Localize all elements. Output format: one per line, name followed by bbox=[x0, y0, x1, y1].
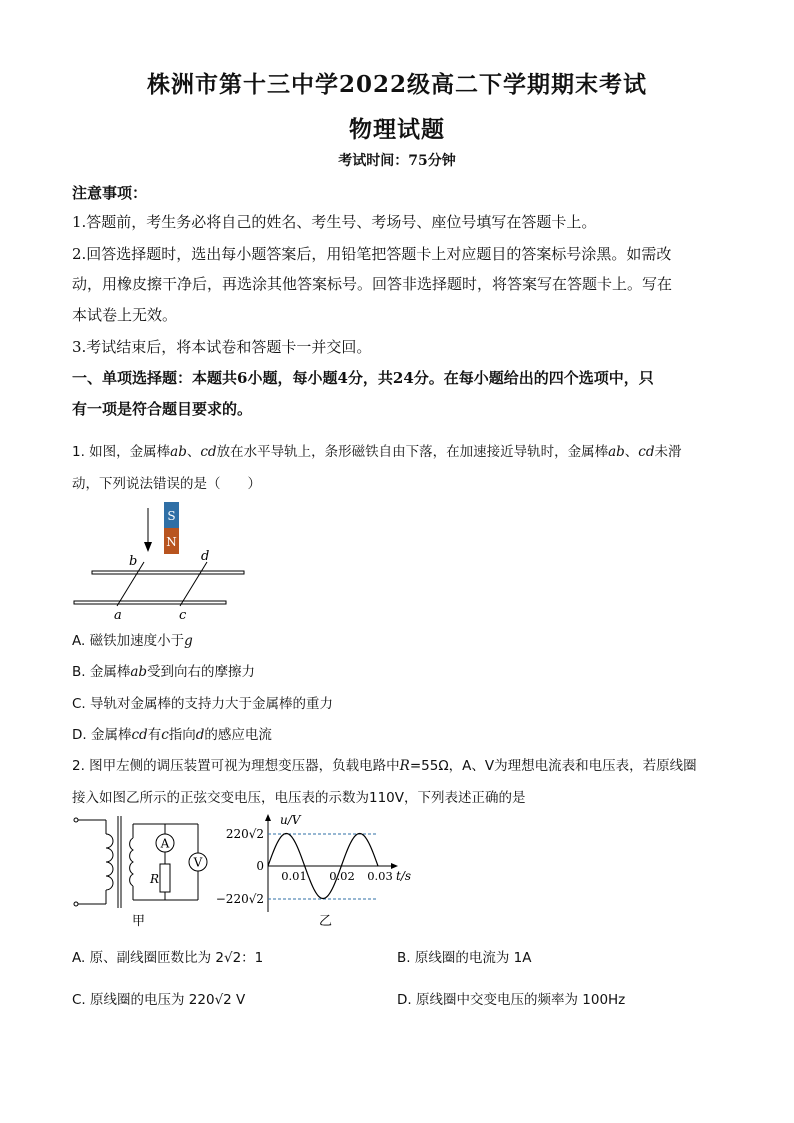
exam-time: 考试时间：75分钟 bbox=[338, 153, 456, 169]
note-1: 1.答题前，考生务必将自己的姓名、考生号、考场号、座位号填写在答题卡上。 bbox=[72, 213, 597, 231]
label-b: b bbox=[129, 554, 138, 569]
ammeter-label: A bbox=[160, 836, 170, 851]
label-d: d bbox=[201, 549, 210, 564]
var-g: g bbox=[184, 633, 193, 649]
terminal-top bbox=[74, 818, 78, 822]
q2-option-a[interactable]: A. 原、副线圈匝数比为 2√2：1 bbox=[72, 950, 264, 966]
y-axis-label: u/V bbox=[280, 813, 301, 827]
q2-stem-line-2: 接入如图乙所示的正弦交变电压，电压表的示数为110V，下列表述正确的是 bbox=[72, 790, 526, 806]
magnet-s-label: S bbox=[167, 509, 176, 523]
graph-caption: 乙 bbox=[319, 914, 333, 929]
resistor-label: R bbox=[150, 872, 160, 886]
x-axis-label: t/s bbox=[396, 869, 412, 883]
resistor-R bbox=[160, 864, 170, 892]
q2-stem-line-1: 2. 图甲左侧的调压装置可视为理想变压器，负载电路中R=55Ω，A、V为理想电流表和电压表，若原线圈 bbox=[72, 758, 697, 774]
label-c: c bbox=[179, 608, 187, 623]
var-c-opt: c bbox=[161, 727, 169, 743]
q1-rails-magnet-figure bbox=[70, 498, 250, 623]
var-R: R bbox=[399, 758, 410, 774]
q1-option-c[interactable]: C. 导轨对金属棒的支持力大于金属棒的重力 bbox=[72, 696, 334, 712]
note-2-line-1: 2.回答选择题时，选出每小题答案后，用铅笔把答题卡上对应题目的答案标号涂黑。如需改 bbox=[72, 245, 672, 263]
q1-sep: 、 bbox=[186, 444, 201, 460]
fall-arrow-head bbox=[144, 542, 152, 552]
x-tick-0.03: 0.03 bbox=[367, 869, 393, 883]
x-tick-0.01: 0.01 bbox=[281, 869, 307, 883]
circuit-caption: 甲 bbox=[132, 914, 146, 929]
q2-voltage-graph bbox=[215, 812, 422, 930]
q1-option-b[interactable]: B. 金属棒ab受到向右的摩擦力 bbox=[72, 664, 256, 680]
section-1-line-1: 一、单项选择题：本题共6小题，每小题4分，共24分。在每小题给出的四个选项中，只 bbox=[72, 369, 654, 387]
secondary-coil bbox=[130, 838, 133, 886]
q2-transformer-circuit bbox=[70, 812, 220, 930]
voltmeter-label: V bbox=[193, 855, 203, 870]
q2-option-c[interactable]: C. 原线圈的电压为 220√2 V bbox=[72, 992, 246, 1008]
q1-stem-line-1 bbox=[72, 440, 681, 460]
exam-title: 株洲市第十三中学2022级高二下学期期末考试 bbox=[146, 71, 647, 98]
var-d-opt: d bbox=[195, 727, 205, 743]
y-max-label: 220√2 bbox=[225, 827, 264, 841]
subject-title: 物理试题 bbox=[349, 116, 445, 143]
primary-coil bbox=[106, 834, 113, 890]
rail-front bbox=[74, 601, 226, 604]
q1-text-3: 未滑 bbox=[654, 444, 682, 460]
q1-option-a[interactable]: A. 磁铁加速度小于g bbox=[72, 633, 193, 649]
rod-cd bbox=[180, 562, 207, 606]
q1-stem-line-2: 动，下列说法错误的是（ ） bbox=[72, 476, 261, 492]
q2-option-d[interactable]: D. 原线圈中交变电压的频率为 100Hz bbox=[397, 992, 626, 1008]
var-ab-2: ab bbox=[608, 444, 625, 460]
x-tick-0.02: 0.02 bbox=[329, 869, 355, 883]
q1-sep-2: 、 bbox=[624, 444, 639, 460]
var-ab-opt: ab bbox=[130, 664, 148, 680]
notes-heading: 注意事项： bbox=[72, 184, 148, 202]
section-1-line-2: 有一项是符合题目要求的。 bbox=[72, 400, 253, 418]
var-cd: cd bbox=[200, 444, 217, 460]
var-cd-opt: cd bbox=[131, 727, 148, 743]
q2-option-b[interactable]: B. 原线圈的电流为 1A bbox=[397, 950, 532, 966]
terminal-bottom bbox=[74, 902, 78, 906]
q1-option-d[interactable]: D. 金属棒cd有c指向d的感应电流 bbox=[72, 727, 272, 743]
var-ab: ab bbox=[170, 444, 187, 460]
magnet-n-label: N bbox=[166, 535, 177, 549]
label-a: a bbox=[114, 608, 122, 623]
note-2-line-2: 动，用橡皮擦干净后，再选涂其他答案标号。回答非选择题时，将答案写在答题卡上。写在 bbox=[72, 275, 673, 293]
y-min-label: −220√2 bbox=[215, 892, 264, 906]
y-zero-label: 0 bbox=[256, 859, 264, 873]
var-cd-2: cd bbox=[638, 444, 655, 460]
note-2-line-3: 本试卷上无效。 bbox=[72, 306, 178, 324]
q1-text-2: 放在水平导轨上，条形磁铁自由下落，在加速接近导轨时，金属棒 bbox=[216, 444, 609, 460]
q1-text-1: 1. 如图，金属棒 bbox=[72, 444, 171, 460]
note-3: 3.考试结束后，将本试卷和答题卡一并交回。 bbox=[72, 338, 372, 356]
rail-back bbox=[92, 571, 244, 574]
y-axis-arrow bbox=[265, 814, 271, 821]
